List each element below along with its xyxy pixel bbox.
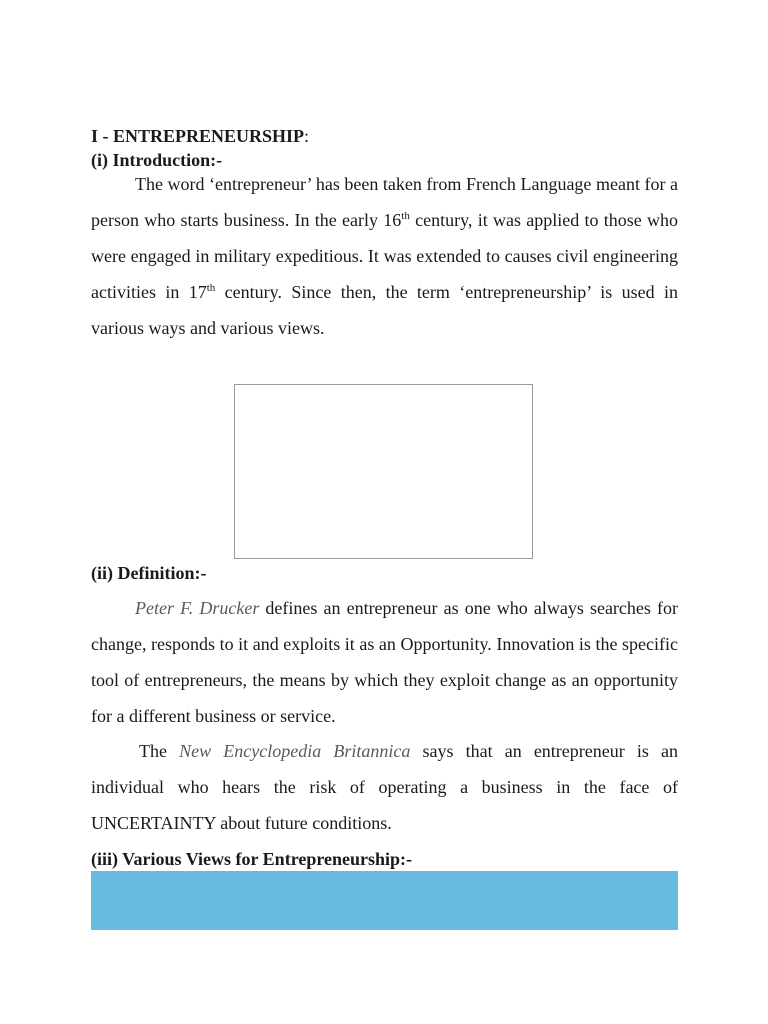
introduction-paragraph: [91, 166, 678, 346]
definition-paragraph-drucker: [91, 590, 678, 734]
intro-text-part-1: The word ‘entrepreneur’ has been taken from French Language meant for a person who starts business. In the early 16: [91, 174, 678, 230]
image-placeholder: [234, 384, 533, 559]
section-heading: [91, 124, 309, 148]
intro-text-part-2: century, it was applied to those who were engaged in military expeditious. It was extended to causes civil engineering activities in 17: [91, 210, 678, 302]
intro-superscript-2: th: [206, 282, 216, 294]
definition-paragraph-britannica: [91, 733, 678, 841]
britannica-name: New Encyclopedia Britannica: [179, 741, 411, 761]
section-heading-colon: :: [304, 126, 310, 146]
definition-title: (ii) Definition:-: [91, 563, 207, 583]
views-title: (iii) Various Views for Entrepreneurship:-: [91, 849, 413, 869]
britannica-prefix: The: [139, 741, 180, 761]
intro-superscript-1: th: [401, 210, 410, 222]
drucker-name: Peter F. Drucker: [135, 598, 260, 618]
drucker-definition-text: defines an entrepreneur as one who always searches for change, responds to it and exploits it as an Opportunity. Innovation is the specific tool of entrepreneurs, the means by which they exploit change as an opportunity for a different business or service.: [91, 598, 678, 726]
colored-banner: [91, 871, 678, 930]
britannica-definition-text: says that an entrepreneur is an individual who hears the risk of operating a business in the face of UNCERTAINTY about future conditions.: [91, 741, 679, 833]
section-heading-text: I - ENTREPRENEURSHIP: [91, 126, 305, 146]
intro-text-part-3: century. Since then, the term ‘entrepreneurship’ is used in various ways and various views.: [91, 282, 678, 338]
introduction-title: (i) Introduction:-: [91, 150, 223, 170]
